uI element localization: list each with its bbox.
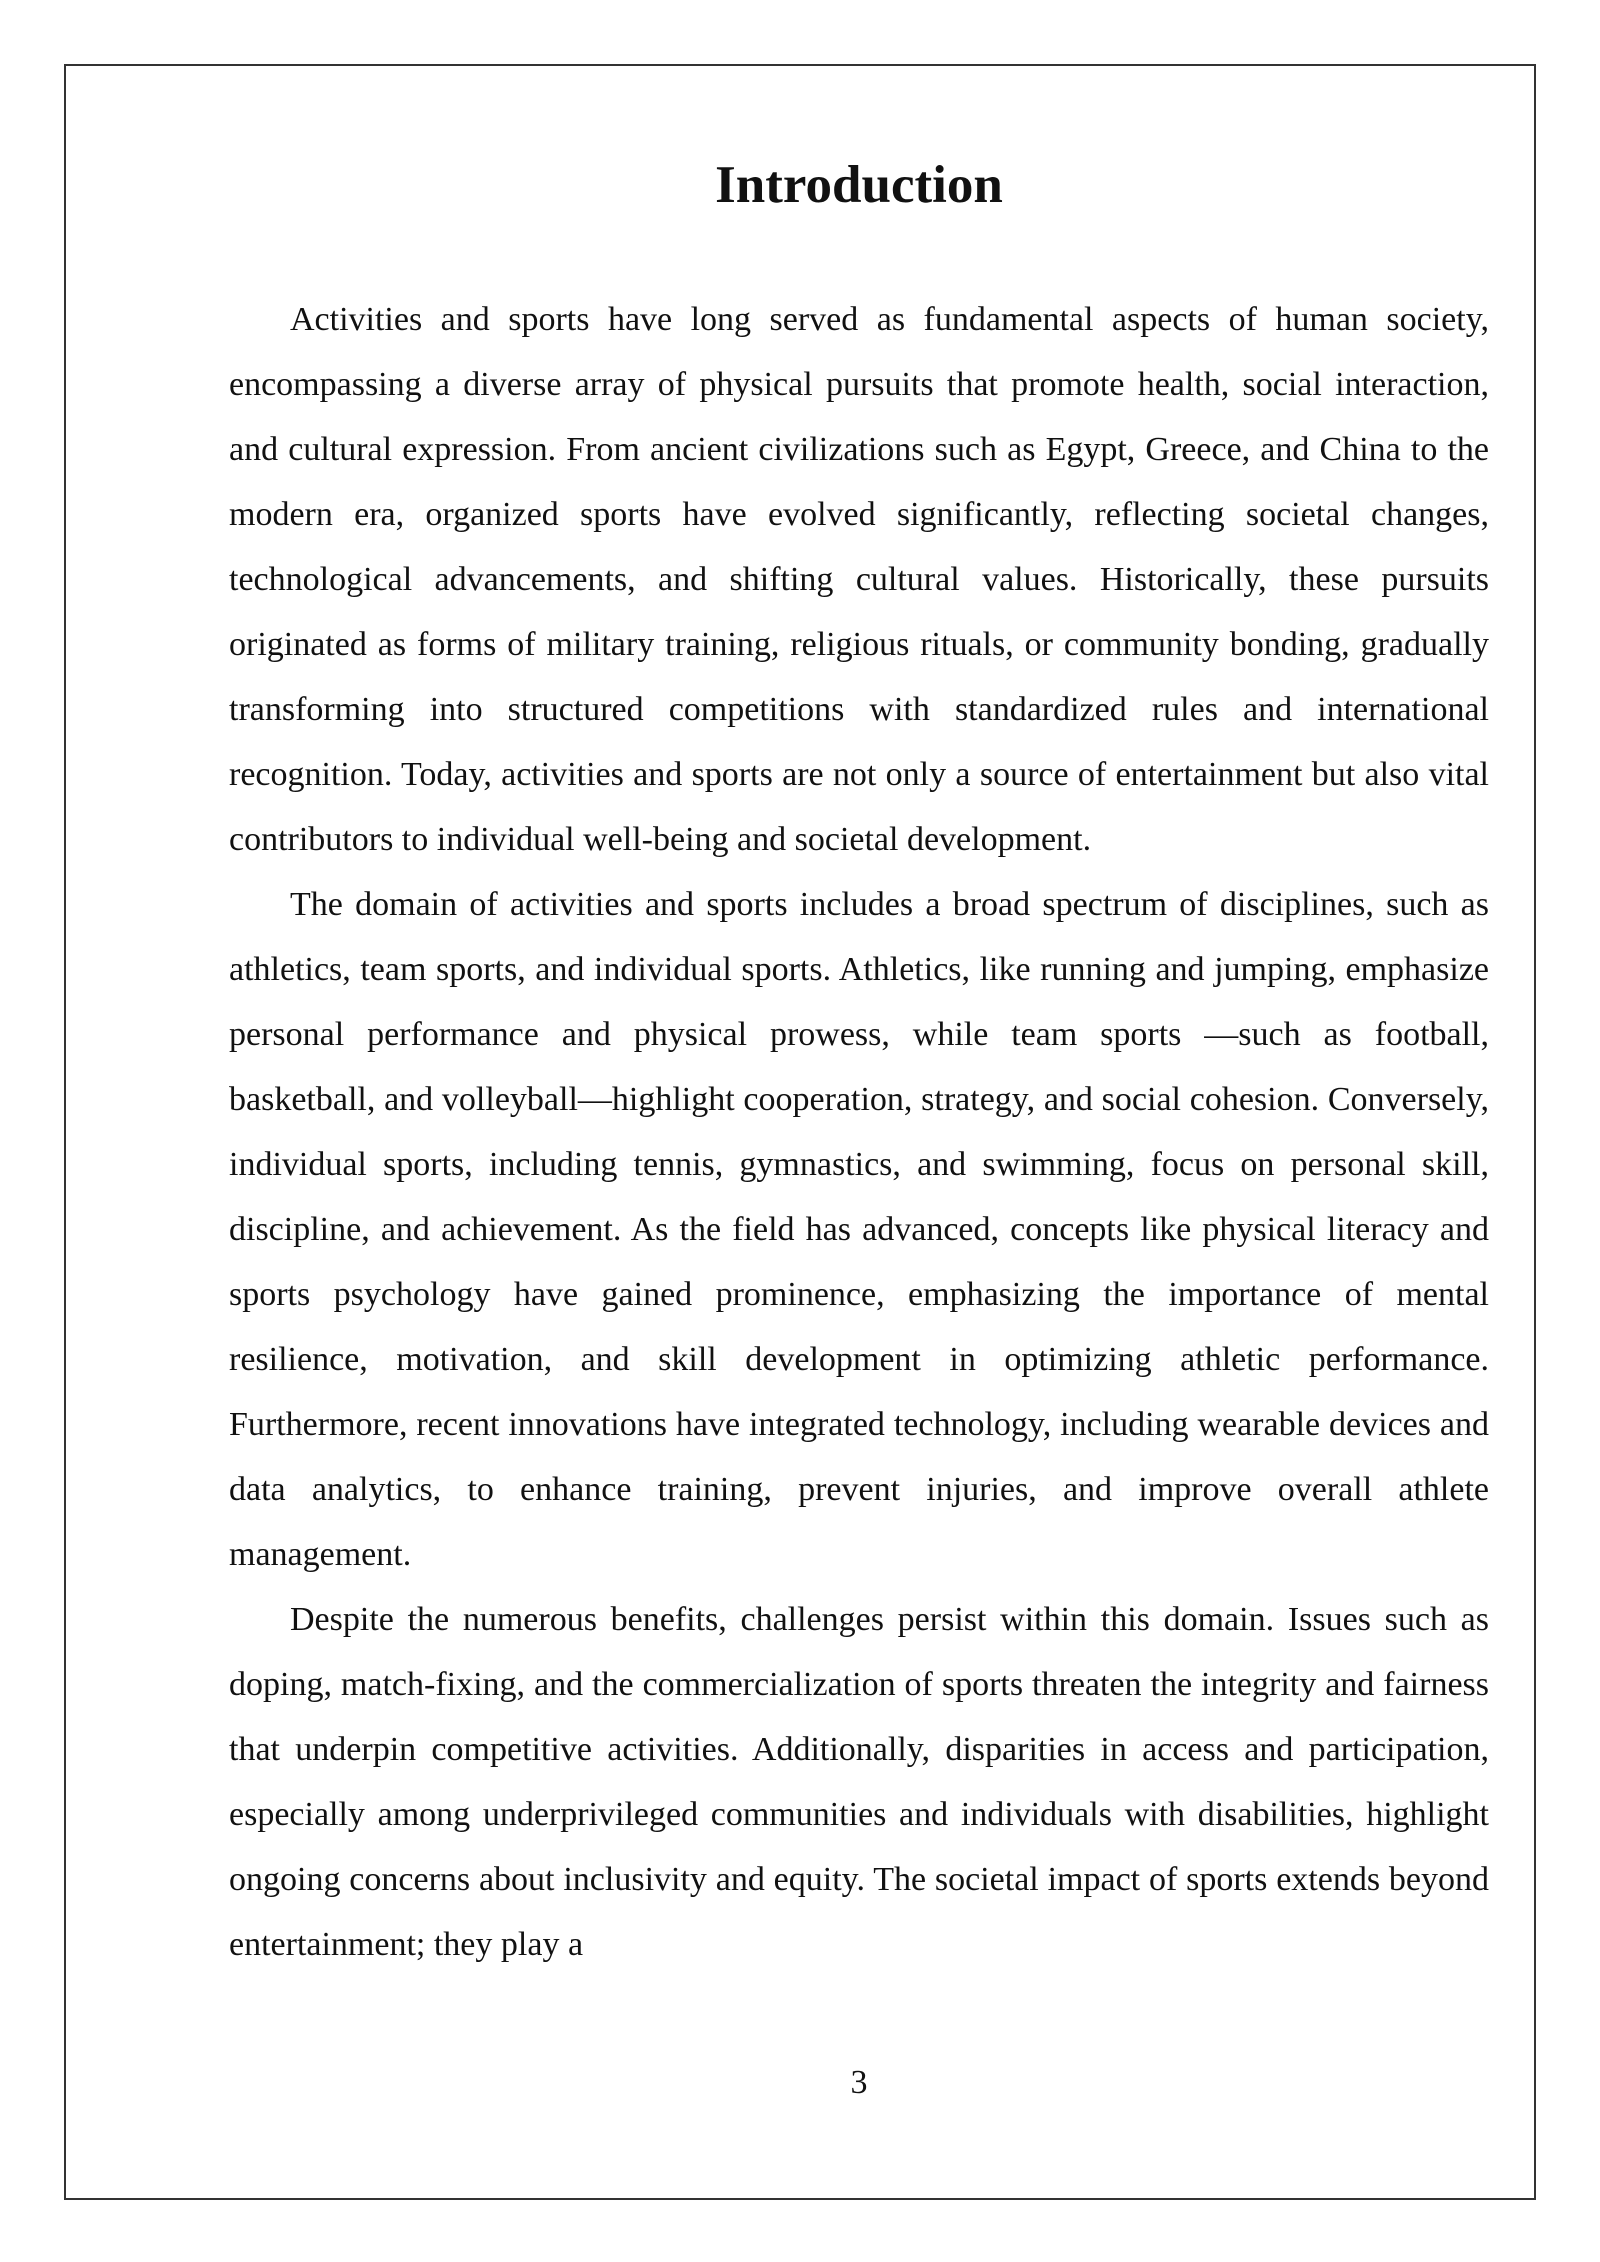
paragraph: Despite the numerous benefits, challenges persist within this domain. Issues such as doping, match-fixing, and the commercialization of sports threaten the integrity and fairness that underpin competitive activities. Additionally, disparities in access and participation, especially among underprivileged communities and individuals with disabilities, highlight ongoing concerns about inclusivity and equity. The societal impact of sports extends beyond entertainment; they play a xyxy=(229,1601,1489,1963)
body-text xyxy=(229,287,1489,1977)
page-title: Introduction xyxy=(715,156,1003,214)
paragraph: Activities and sports have long served as fundamental aspects of human society, encompassing a diverse array of physical pursuits that promote health, social interaction, and cultural expression. From ancient civilizations such as Egypt, Greece, and China to the modern era, organized sports have evolved significantly, reflecting societal changes, technological advancements, and shifting cultural values. Historically, these pursuits originated as forms of military training, religious rituals, or community bonding, gradually transforming into structured competitions with standardized rules and international recognition. Today, activities and sports are not only a source of entertainment but also vital contributors to individual well-being and societal development. xyxy=(229,301,1489,858)
paragraph: The domain of activities and sports includes a broad spectrum of disciplines, such as athletics, team sports, and individual sports. Athletics, like running and jumping, emphasize personal performance and physical prowess, while team sports —such as football, basketball, and volleyball—highlight cooperation, strategy, and social cohesion. Conversely, individual sports, including tennis, gymnastics, and swimming, focus on personal skill, discipline, and achievement. As the field has advanced, concepts like physical literacy and sports psychology have gained prominence, emphasizing the importance of mental resilience, motivation, and skill development in optimizing athletic performance. Furthermore, recent innovations have integrated technology, including wearable devices and data analytics, to enhance training, prevent injuries, and improve overall athlete management. xyxy=(229,886,1489,1573)
page-number: 3 xyxy=(850,2064,868,2101)
